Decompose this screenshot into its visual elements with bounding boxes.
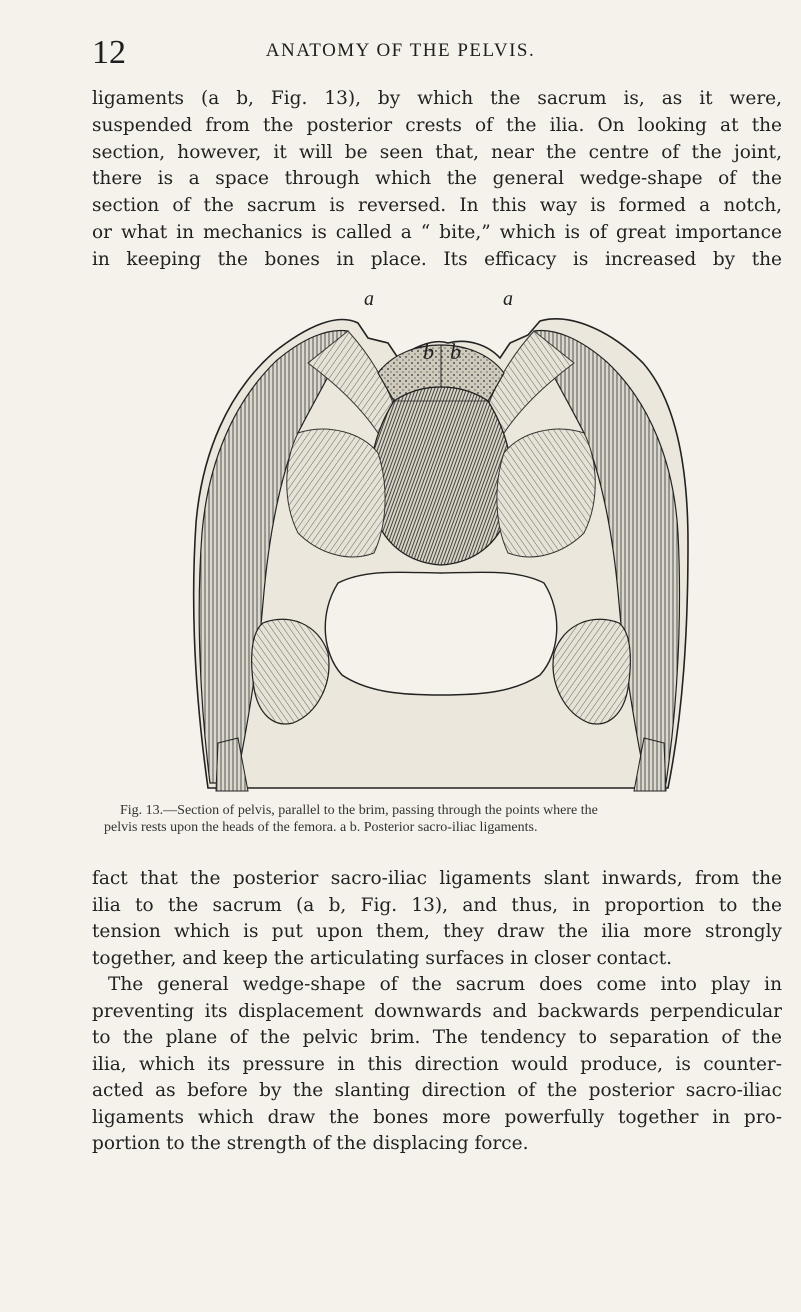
text-line: or what in mechanics is called a “ bite,” which is of great importance [92,222,782,243]
text-line: preventing its displacement downwards and backwards perpendicular [92,1000,782,1022]
text-line: in keeping the bones in place. Its efficacy is increased by the [92,248,782,270]
text-line: suspended from the posterior crests of the ilia. On looking at the [92,114,782,136]
label-a-right: a [503,288,513,310]
pelvis-section-figure [188,283,694,793]
text-line: acted as before by the slanting direction of the posterior sacro-iliac [92,1080,782,1101]
text-line: ilia, which its pressure in this direction would produce, is counter- [92,1053,782,1075]
text-line: section of the sacrum is reversed. In this way is formed a notch, [92,195,782,217]
page-number: 12 [92,34,126,71]
running-title: ANATOMY OF THE PELVIS. [265,40,536,61]
figure-caption-line-2: pelvis rests upon the heads of the femora. a b. Posterior sacro-iliac ligaments. [104,820,538,835]
text-line: The general wedge-shape of the sacrum does come into play in [108,974,782,995]
text-line: ligaments which draw the bones more powerfully together in pro- [92,1106,782,1128]
pelvis-section-illustration [188,283,694,793]
text-line: ligaments (a b, Fig. 13), by which the sacrum is, as it were, [92,88,782,109]
label-a-left: a [364,288,374,310]
label-b-right: b [450,339,461,364]
label-b-left: b [423,339,434,364]
text-line: tension which is put upon them, they draw the ilia more strongly [92,921,782,942]
pelvic-cavity [325,572,556,695]
sacrum-body [370,387,512,565]
text-line: portion to the strength of the displacing force. [92,1133,529,1154]
text-line: section, however, it will be seen that, near the centre of the joint, [92,141,782,163]
text-line: there is a space through which the general wedge-shape of the [92,168,782,190]
text-line: to the plane of the pelvic brim. The tendency to separation of the [92,1027,782,1048]
text-line: together, and keep the articulating surfaces in closer contact. [92,947,673,969]
text-line: ilia to the sacrum (a b, Fig. 13), and thus, in proportion to the [92,894,782,916]
figure-caption-line-1: Fig. 13.—Section of pelvis, parallel to the brim, passing through the points where the [120,803,598,818]
text-line: fact that the posterior sacro-iliac ligaments slant inwards, from the [92,868,782,889]
